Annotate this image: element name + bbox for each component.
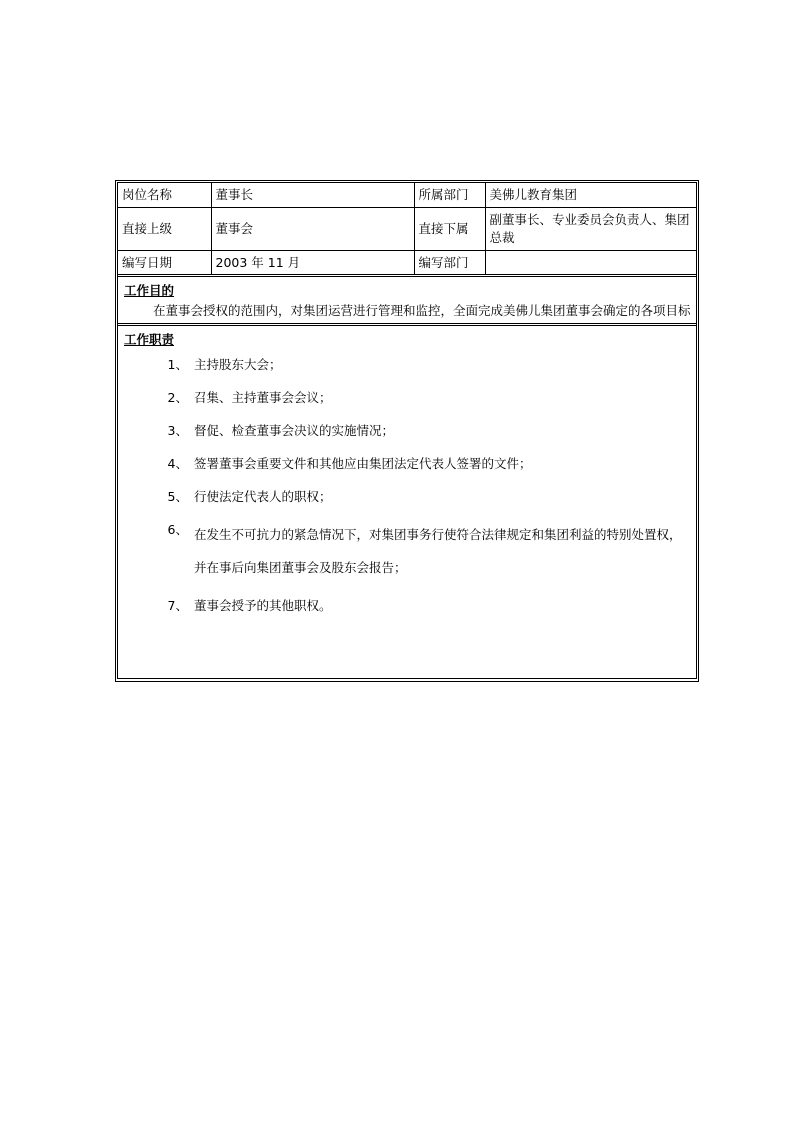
table-row: [118, 208, 696, 251]
job-info-table: [118, 183, 696, 274]
duties-list: [124, 353, 692, 617]
direct-superior-label: 直接上级: [118, 208, 211, 251]
department-value: 美佛儿教育集团: [485, 183, 696, 208]
duty-number: 5、: [167, 489, 188, 504]
direct-subordinates-value: 副董事长、专业委员会负责人、集团总裁: [485, 208, 696, 251]
duty-number: 2、: [167, 390, 188, 405]
prepared-department-label: 编写部门: [414, 251, 485, 275]
purpose-text: 在董事会授权的范围内，对集团运营进行管理和监控，全面完成美佛儿集团董事会确定的各项目标: [153, 303, 691, 318]
table-row: [118, 183, 696, 208]
department-label: 所属部门: [414, 183, 485, 208]
table-row: [118, 251, 696, 275]
duty-text: 董事会授予的其他职权。: [194, 598, 332, 613]
duty-number: 4、: [167, 456, 188, 471]
prepared-department-value: [485, 251, 696, 275]
job-description-document: [115, 180, 699, 682]
prepared-date-label: 编写日期: [118, 251, 211, 275]
position-name-value: 董事长: [211, 183, 414, 208]
list-item: [124, 419, 692, 442]
direct-subordinates-label: 直接下属: [414, 208, 485, 251]
duty-text: 召集、主持董事会会议；: [194, 390, 332, 405]
duty-text: 在发生不可抗力的紧急情况下，对集团事务行使符合法律规定和集团利益的特别处置权，并在事后向集团董事会及股东会报告；: [194, 527, 682, 575]
duty-text: 督促、检查董事会决议的实施情况；: [194, 423, 395, 438]
purpose-section: [118, 274, 696, 323]
duty-text: 行使法定代表人的职权；: [194, 489, 332, 504]
duty-number: 7、: [167, 598, 188, 613]
list-item: [124, 518, 692, 584]
duties-section: [118, 323, 696, 629]
position-name-label: 岗位名称: [118, 183, 211, 208]
direct-superior-value: 董事会: [211, 208, 414, 251]
list-item: [124, 386, 692, 409]
duty-number: 1、: [167, 357, 188, 372]
purpose-title: 工作目的: [124, 283, 175, 298]
list-item: [124, 485, 692, 508]
list-item: [124, 594, 692, 617]
duties-title: 工作职责: [124, 332, 175, 347]
list-item: [124, 452, 692, 475]
duty-text: 签署董事会重要文件和其他应由集团法定代表人签署的文件；: [194, 456, 532, 471]
duty-number: 3、: [167, 423, 188, 438]
prepared-date-value: 2003 年 11 月: [211, 251, 414, 275]
duty-number: 6、: [167, 522, 188, 537]
list-item: [124, 353, 692, 376]
duty-text: 主持股东大会；: [194, 357, 282, 372]
